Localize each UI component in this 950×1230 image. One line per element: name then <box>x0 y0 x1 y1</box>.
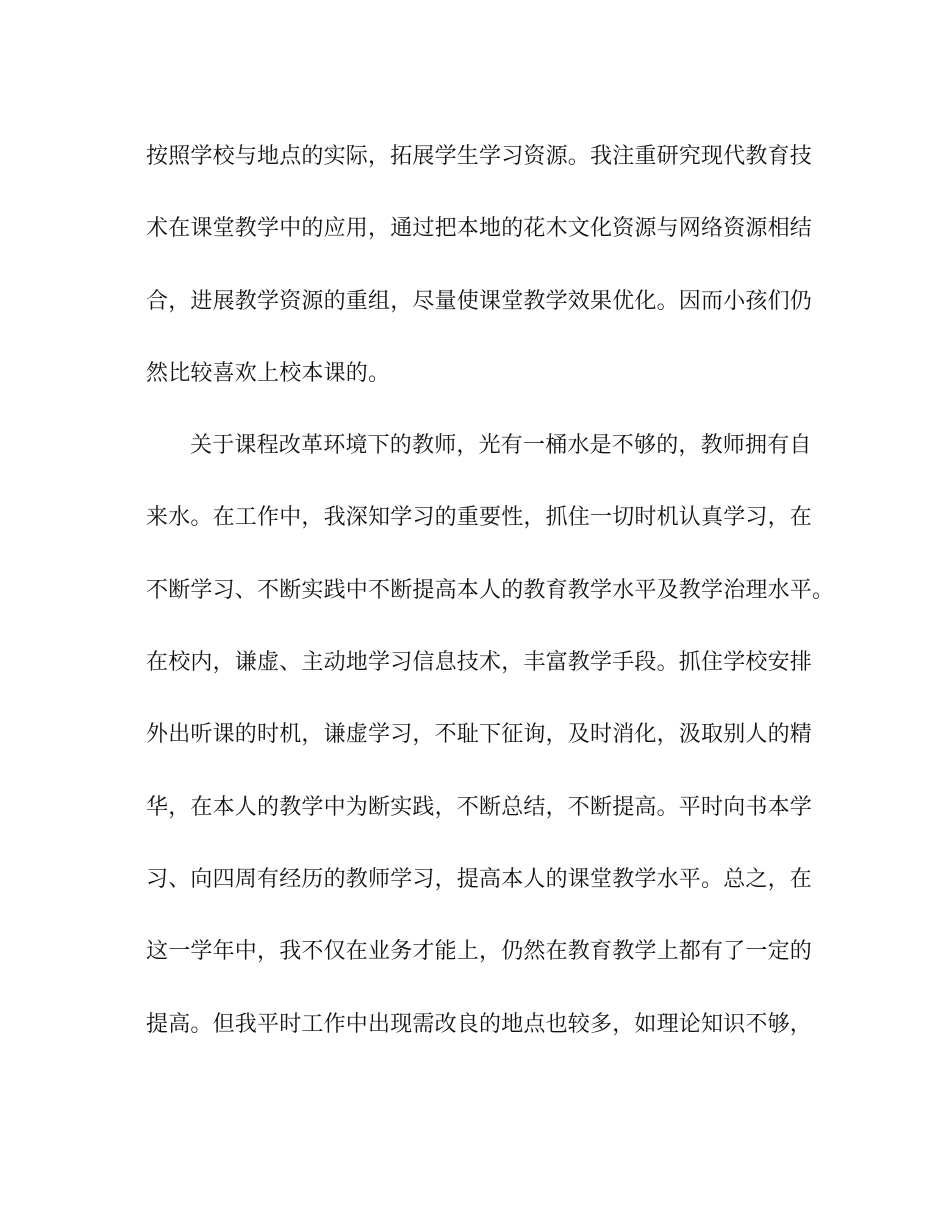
text-line-13: 提高。但我平时工作中出现需改良的地点也较多，如理论知识不够， <box>146 1011 813 1037</box>
text-line-8: 在校内，谦虚、主动地学习信息技术，丰富教学手段。抓住学校安排 <box>146 650 813 676</box>
text-line-7: 不断学习、不断实践中不断提高本人的教育教学水平及教学治理水平。 <box>146 577 835 603</box>
text-line-6: 来水。在工作中，我深知学习的重要性，抓住一切时机认真学习，在 <box>146 505 813 531</box>
text-line-4: 然比较喜欢上校本课的。 <box>146 360 391 386</box>
text-line-11: 习、向四周有经历的教师学习，提高本人的课堂教学水平。总之，在 <box>146 866 813 892</box>
text-line-9: 外出听课的时机，谦虚学习，不耻下征询，及时消化，汲取别人的精 <box>146 722 813 748</box>
text-line-2: 术在课堂教学中的应用，通过把本地的花木文化资源与网络资源相结 <box>146 216 813 242</box>
text-line-3: 合，进展教学资源的重组，尽量使课堂教学效果优化。因而小孩们仍 <box>146 288 813 314</box>
text-line-12: 这一学年中，我不仅在业务才能上，仍然在教育教学上都有了一定的 <box>146 939 813 965</box>
body-text <box>146 139 835 1079</box>
text-line-5: 关于课程改革环境下的教师，光有一桶水是不够的，教师拥有自 <box>190 433 812 459</box>
text-line-10: 华，在本人的教学中为断实践，不断总结，不断提高。平时向书本学 <box>146 794 813 820</box>
text-line-1: 按照学校与地点的实际，拓展学生学习资源。我注重研究现代教育技 <box>146 144 813 169</box>
